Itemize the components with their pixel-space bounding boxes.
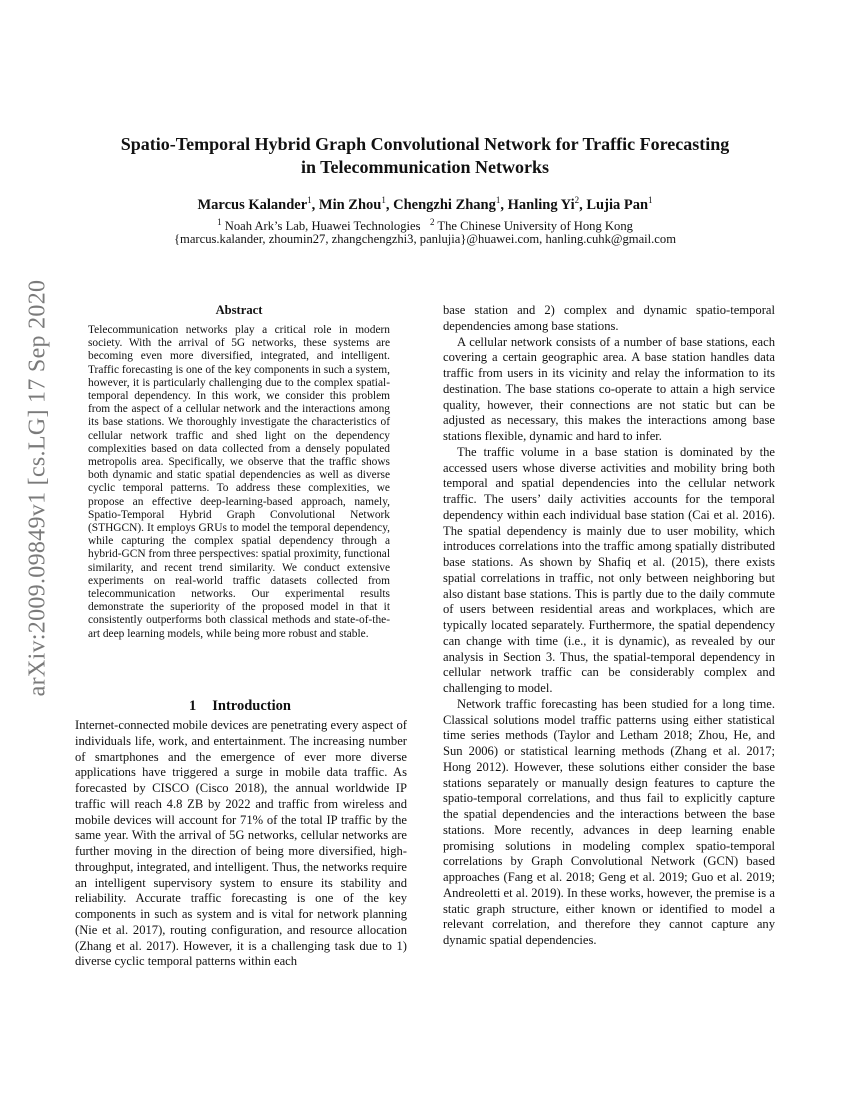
arxiv-stamp-text: arXiv:2009.09849v1 [cs.LG] 17 Sep 2020	[24, 279, 51, 696]
section-number: 1	[189, 698, 197, 714]
intro-paragraph-2: A cellular network consists of a number of base stations, each covering a certain geographic area. A base station handles data traffic from users in its vicinity and relay the information to its destination. The base stations co-operate to attain a high service quality, however, their connections are not static but can be adjusted as necessary, this makes the interactions among base stations flexible, dynamic and hard to infer.	[443, 334, 775, 443]
affil-mark: 1	[217, 217, 222, 227]
author-name: Marcus Kalander	[197, 196, 308, 213]
intro-paragraph-1-continued: base station and 2) complex and dynamic spatio-temporal dependencies among base stations.	[443, 303, 775, 333]
author-name: Lujia Pan	[586, 196, 649, 213]
author-emails: {marcus.kalander, zhoumin27, zhangchengzhi3, panlujia}@huawei.com, hanling.cuhk@gmail.com	[173, 232, 676, 246]
author-affil-mark: 1	[495, 195, 501, 205]
author-name: Hanling Yi	[507, 196, 575, 213]
intro-paragraph-1: Internet-connected mobile devices are penetrating every aspect of individuals life, work, and entertainment. The increasing number of smartphones and the emergence of ever more diverse applications have triggered a surge in mobile data traffic. As forecasted by CISCO (Cisco 2018), the annual worldwide IP traffic will reach 4.8 ZB by 2022 and traffic from wireless and mobile devices will account for 71% of the total IP traffic by the same year. With the arrival of 5G networks, cellular networks are further moving in the direction of being more diversified, high-throughput, integrated, and intelligent. Thus, the networks require an intelligent supervisory system to ensure its stability and reliability. Accurate traffic forecasting is one of the key components in such as system and is vital for network planning (Nie et al. 2017), routing configuration, and resource allocation (Zhang et al. 2017). However, it is a challenging task due to 1) diverse cyclic temporal patterns within each	[75, 718, 407, 969]
author-name: Min Zhou	[318, 196, 382, 213]
author-affil-mark: 2	[574, 195, 580, 205]
affiliation-text: Noah Ark’s Lab, Huawei Technologies	[224, 219, 421, 234]
title-line-1: Spatio-Temporal Hybrid Graph Convolutional Network for Traffic Forecasting	[120, 134, 730, 154]
paper-title	[60, 133, 790, 179]
author-list: Marcus Kalander$^1$, Min Zhou$^1$, Chengzhi Zhang$^1$, Hanling Yi$^2$, Lujia Pan$^1$	[197, 195, 653, 213]
section-title: Introduction	[212, 698, 291, 714]
arxiv-stamp	[24, 279, 51, 696]
intro-paragraph-4: Network traffic forecasting has been studied for a long time. Classical solutions model traffic patterns using either statistical time series methods (Taylor and Letham 2018; Zhou, He, and Sun 2006) or statistical learning methods (Zhang et al. 2017; Hong 2012). However, these solutions either consider the base stations separately or manually design features to capture the spatio-temporal correlations, and thus fail to explicitly capture the spatial dependencies and the interactions between the base stations. More recently, advances in deep learning enable promising solutions in modeling complex spatio-temporal correlations by Graph Convolutional Network (GCN) based approaches (Fang et al. 2018; Geng et al. 2019; Guo et al. 2019; Andreoletti et al. 2019). In these works, however, the premise is a static graph structure, either known or identified to model a relevant correlation, and therefore they cannot capture any dynamic spatial dependencies.	[443, 696, 775, 947]
author-affil-mark: 1	[381, 195, 386, 205]
affiliation-text: The Chinese University of Hong Kong	[437, 219, 633, 234]
title-line-2: in Telecommunication Networks	[300, 157, 549, 177]
abstract-text: Telecommunication networks play a critical role in modern society. With the arrival of 5G networks, these systems are becoming even more diversified, integrated, and intelligent. Traffic forecasting is one of the key components in such a system, however, it is particularly challenging due to the complex spatial-temporal dependency. In this work, we consider this problem from the aspect of a cellular network and the interactions among its base stations. We thoroughly investigate the characteristics of cellular network traffic and shed light on the dependency complexities based on data collected from a densely populated metropolis area. Specifically, we observe that the traffic shows both dynamic and static spatial dependencies as well as diverse cyclic temporal patterns. To address these complexities, we propose an effective deep-learning-based approach, namely, Spatio-Temporal Hybrid Graph Convolutional Network (STHGCN). It employs GRUs to model the temporal dependency, while capturing the complex spatial dependency through a hybrid-GCN from three perspectives: spatial proximity, functional similarity, and recent trend similarity. We conduct extensive experiments on real-world traffic datasets collected from telecommunication networks. Our experimental results demonstrate the superiority of the proposed model in that it consistently outperforms both classical methods and state-of-the-art deep learning models, while being more robust and stable.	[88, 324, 390, 640]
right-column	[443, 303, 775, 949]
author-name: Chengzhi Zhang	[393, 196, 496, 213]
author-affil-mark: 1	[307, 195, 312, 205]
affil-mark: 2	[429, 217, 435, 227]
section-heading-introduction	[75, 697, 405, 715]
abstract-heading: Abstract	[215, 303, 263, 317]
intro-paragraph-3: The traffic volume in a base station is dominated by the accessed users whose diverse activities and mobility bring both temporal and spatial dependencies into the cellular network traffic. The users’ daily activities accounts for the temporal dependency within each individual base station (Cai et al. 2016). The spatial dependency is mainly due to user mobility, which introduces correlations into the traffic among spatially distributed base stations. As shown by Shafiq et al. (2015), there exists spatial correlations in traffic, not only between neighboring but also distant base stations. This is partly due to the daily commute of users between residential areas and workplaces, which are typically located separately. Furthermore, the spatial dependency can change with time (i.e., it is dynamic), as revealed by our analysis in Section 3. Thus, the spatial-temporal dependency in cellular network traffic can be considerably complex and challenging to model.	[443, 444, 775, 695]
author-affil-mark: 1	[648, 195, 653, 205]
